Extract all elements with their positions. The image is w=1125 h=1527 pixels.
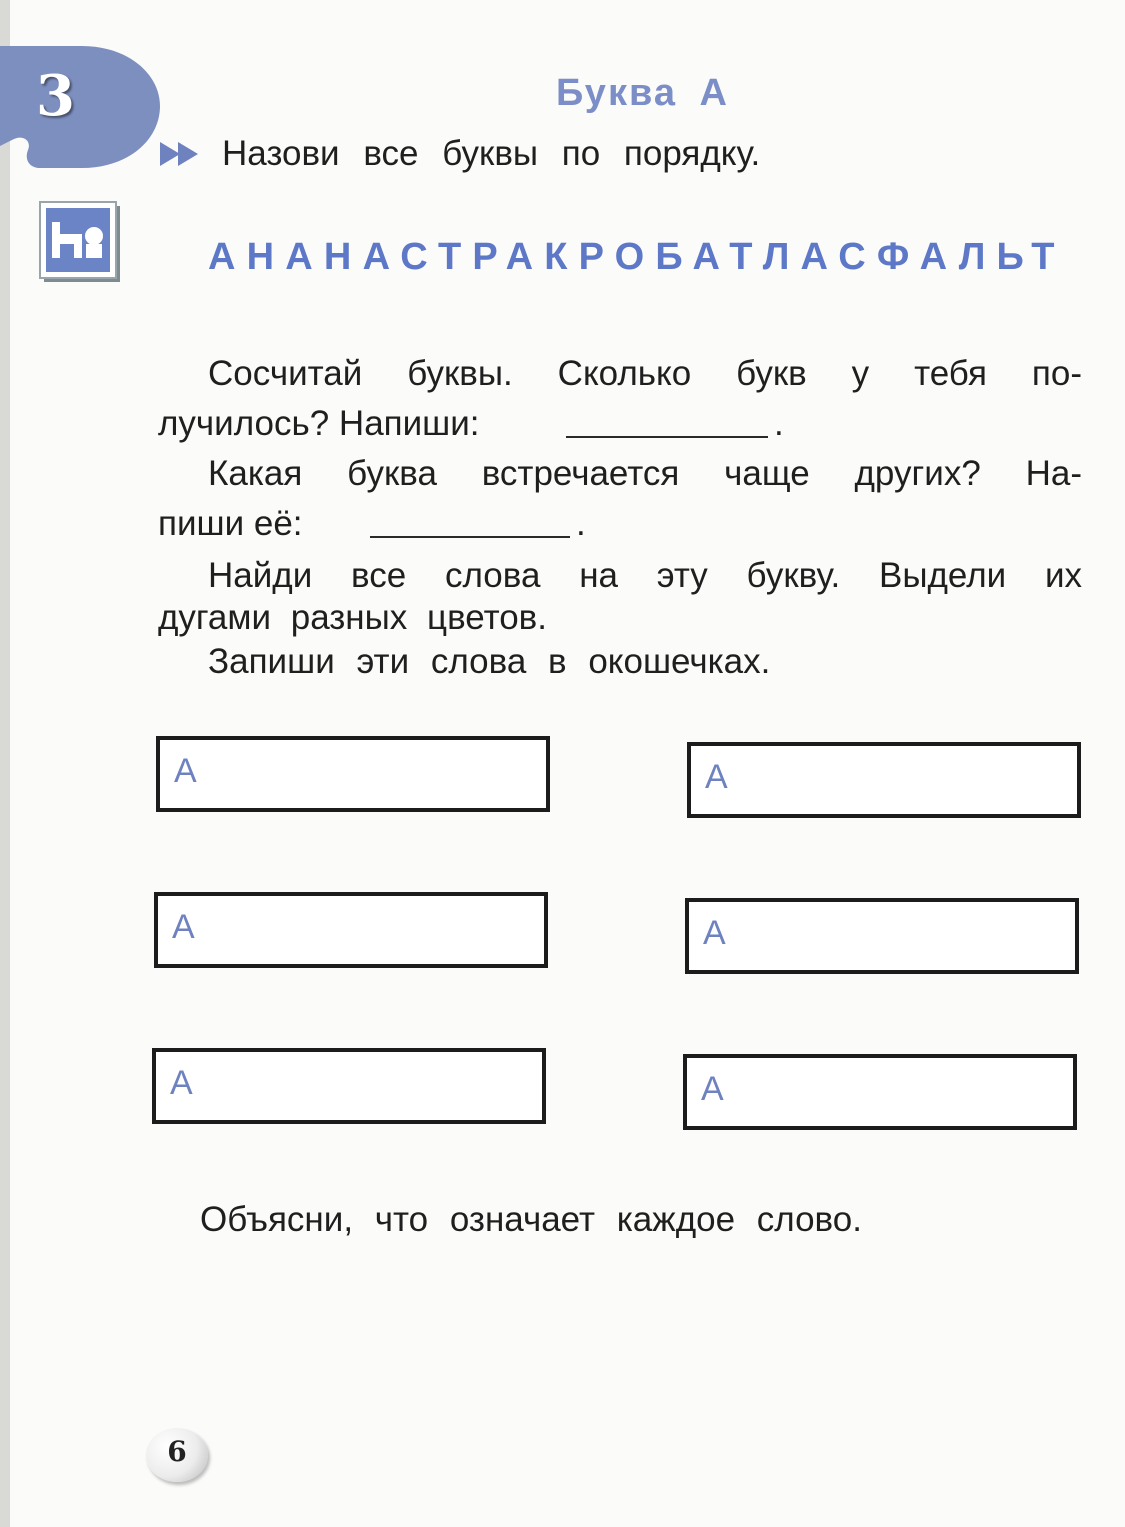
page-edge [0,0,10,1527]
letter-chain: АНАНАСТРАКРОБАТЛАСФАЛЬТ [208,236,1066,278]
word-box-3[interactable] [154,892,548,968]
lesson-number: 3 [36,63,75,129]
frequent-answer-period: . [576,504,586,543]
count-question-line-1: Сосчитай буквы. Сколько букв у тебя по- [208,354,1082,393]
word-box-4[interactable] [685,898,1079,974]
word-box-letter: А [172,908,195,946]
word-box-2[interactable] [687,742,1081,818]
pair-work-icon [38,200,124,286]
word-box-6[interactable] [683,1054,1077,1130]
lesson-tab [0,36,170,176]
word-box-letter: А [170,1064,193,1102]
count-question-line-2: лучилось? Напиши: [158,404,480,443]
count-answer-line[interactable] [566,436,768,438]
frequent-question-line-2: пиши её: [158,504,303,543]
lesson-title: Буква А [556,72,729,114]
frequent-question-line-1: Какая буква встречается чаще других? На- [208,454,1082,493]
word-box-1[interactable] [156,736,550,812]
explain-instruction: Объясни, что означает каждое слово. [200,1200,862,1239]
word-box-letter: А [703,914,726,952]
page-number-badge [146,1428,208,1482]
word-box-letter: А [174,752,197,790]
double-arrow-icon [158,140,204,168]
find-words-line-2: дугами разных цветов. [158,598,547,637]
word-box-5[interactable] [152,1048,546,1124]
frequent-answer-line[interactable] [370,536,570,538]
write-words-instruction: Запиши эти слова в окошечках. [208,642,771,681]
count-answer-period: . [774,404,784,443]
instruction-text: Назови все буквы по порядку. [222,134,761,173]
page-number: 6 [167,1435,187,1468]
find-words-line-1: Найди все слова на эту букву. Выдели их [208,556,1082,595]
word-box-letter: А [705,758,728,796]
word-box-letter: А [701,1070,724,1108]
